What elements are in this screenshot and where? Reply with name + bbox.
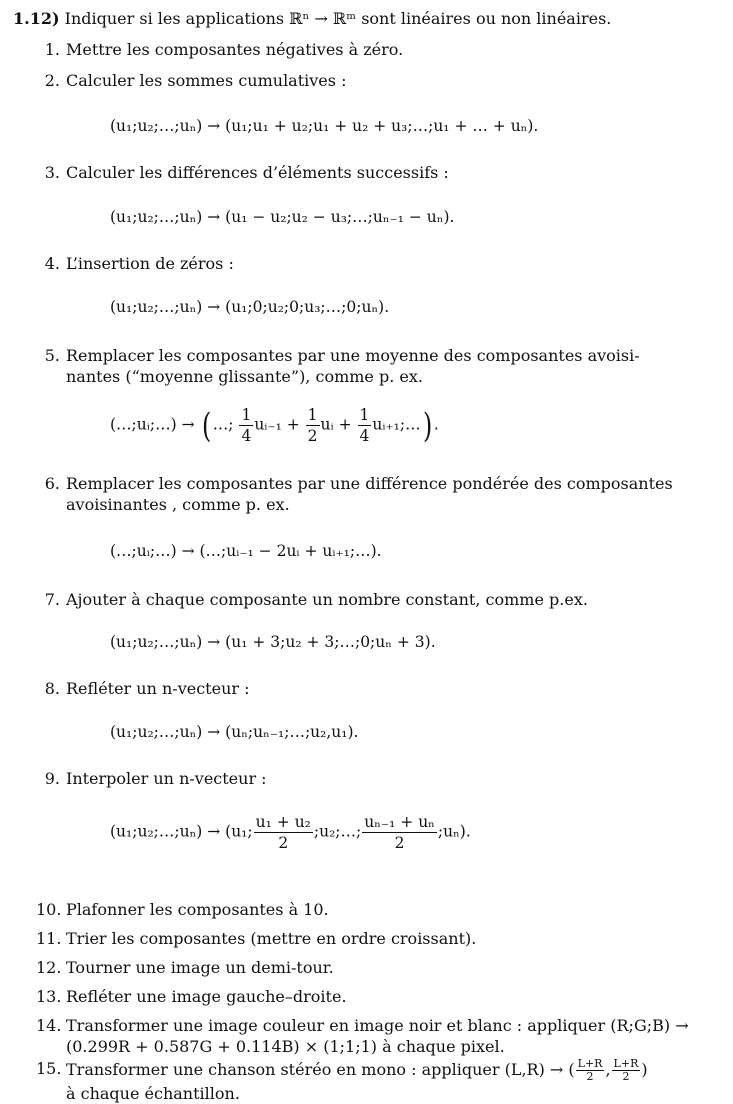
- item-number: 12.: [36, 958, 62, 977]
- formula-part: ;u₂;…;: [313, 822, 362, 841]
- formula-part: ;uₙ).: [437, 822, 471, 841]
- item-number: 5.: [44, 346, 60, 365]
- formula-part: (…;uᵢ;…) →: [110, 415, 195, 434]
- item-text: Calculer les différences d’éléments successifs :: [66, 163, 449, 182]
- fraction: [362, 812, 437, 853]
- list-item: [44, 162, 706, 183]
- item-text: Trier les composantes (mettre en ordre croissant).: [66, 929, 477, 948]
- formula-part: uᵢ₊₁;…: [372, 415, 421, 434]
- list-item: [44, 768, 706, 789]
- list-item: [36, 899, 706, 920]
- list-item: [36, 986, 706, 1007]
- list-item: [44, 39, 706, 60]
- formula-interpolate: [110, 812, 471, 853]
- fraction-denominator: 2: [278, 834, 289, 852]
- item-text: Remplacer les composantes par une moyenne des composantes avoisi-: [66, 346, 640, 365]
- item-text: Mettre les composantes négatives à zéro.: [66, 40, 404, 59]
- list-item: [44, 589, 706, 610]
- list-item: [44, 70, 706, 91]
- formula-part: (u₁;u₂;…;uₙ) → (u₁;: [110, 822, 253, 841]
- item-number: 7.: [44, 590, 60, 609]
- item-text: Transformer une image couleur en image noir et blanc : appliquer (R;G;B) →: [66, 1016, 689, 1035]
- item-number: 6.: [44, 474, 60, 493]
- formula-part: .: [433, 415, 439, 434]
- item-number: 4.: [44, 254, 60, 273]
- fraction-denominator: 2: [394, 834, 405, 852]
- item-text: Refléter un n-vecteur :: [66, 679, 250, 698]
- item-text: Interpoler un n-vecteur :: [66, 769, 267, 788]
- item-text: L’insertion de zéros :: [66, 254, 234, 273]
- fraction-numerator: 1: [359, 406, 370, 424]
- fraction-denominator: 2: [586, 1070, 594, 1083]
- left-paren: (: [201, 405, 211, 446]
- exercise-number: 1.12): [13, 9, 60, 28]
- formula: (u₁;u₂;…;uₙ) → (u₁;0;u₂;0;u₃;…;0;uₙ).: [110, 298, 390, 316]
- fraction-denominator: 2: [307, 427, 318, 445]
- formula-moving-average: [110, 405, 439, 446]
- formula: (u₁;u₂;…;uₙ) → (u₁ − u₂;u₂ − u₃;…;uₙ₋₁ − uₙ).: [110, 208, 455, 226]
- item-text: Transformer une chanson stéréo en mono : appliquer (L,R) → (: [66, 1060, 575, 1079]
- fraction-denominator: 4: [359, 427, 370, 445]
- item-text-continued: nantes (“moyenne glissante”), comme p. ex.: [66, 367, 423, 386]
- list-item: [36, 1057, 706, 1104]
- fraction-numerator: u₁ + u₂: [255, 813, 311, 831]
- fraction: [306, 405, 320, 446]
- formula-part: …;: [212, 415, 234, 434]
- fraction-numerator: 1: [307, 406, 318, 424]
- list-item: [44, 253, 706, 274]
- fraction: [358, 405, 372, 446]
- fraction: [576, 1058, 605, 1083]
- item-text: Plafonner les composantes à 10.: [66, 900, 329, 919]
- formula: (…;uᵢ;…) → (…;uᵢ₋₁ − 2uᵢ + uᵢ₊₁;…).: [110, 542, 382, 560]
- item-text: Refléter une image gauche–droite.: [66, 987, 347, 1006]
- formula: (u₁;u₂;…;uₙ) → (uₙ;uₙ₋₁;…;u₂,u₁).: [110, 723, 359, 741]
- item-number: 13.: [36, 987, 62, 1006]
- list-item: [44, 345, 706, 387]
- item-number: 14.: [36, 1016, 62, 1035]
- right-paren: ): [422, 405, 432, 446]
- item-number: 8.: [44, 679, 60, 698]
- item-text-continued: à chaque échantillon.: [66, 1084, 240, 1103]
- item-number: 9.: [44, 769, 60, 788]
- item-text: Remplacer les composantes par une différence pondérée des composantes: [66, 474, 673, 493]
- item-number: 3.: [44, 163, 60, 182]
- formula-part: uᵢ₋₁ +: [254, 415, 300, 434]
- exercise-header: [13, 8, 611, 29]
- list-item: [36, 1015, 706, 1057]
- item-text: Tourner une image un demi-tour.: [66, 958, 334, 977]
- fraction-numerator: L+R: [577, 1057, 603, 1070]
- item-text-close: ): [641, 1060, 648, 1079]
- item-text-continued: avoisinantes , comme p. ex.: [66, 495, 290, 514]
- fraction-numerator: 1: [241, 406, 252, 424]
- formula: (u₁;u₂;…;uₙ) → (u₁ + 3;u₂ + 3;…;0;uₙ + 3).: [110, 633, 436, 651]
- item-number: 15.: [36, 1059, 62, 1078]
- fraction-denominator: 4: [241, 427, 252, 445]
- list-item: [36, 957, 706, 978]
- item-text: Ajouter à chaque composante un nombre constant, comme p.ex.: [66, 590, 588, 609]
- fraction-numerator: L+R: [613, 1057, 639, 1070]
- item-text-separator: ,: [605, 1060, 611, 1079]
- formula-part: uᵢ +: [320, 415, 352, 434]
- item-text: Calculer les sommes cumulatives :: [66, 71, 347, 90]
- item-number: 11.: [36, 929, 62, 948]
- fraction-numerator: uₙ₋₁ + uₙ: [364, 813, 435, 831]
- item-text-continued: (0.299R + 0.587G + 0.114B) × (1;1;1) à chaque pixel.: [66, 1037, 505, 1056]
- item-number: 2.: [44, 71, 60, 90]
- list-item: [44, 678, 706, 699]
- item-number: 1.: [44, 40, 60, 59]
- fraction-denominator: 2: [622, 1070, 630, 1083]
- fraction: [254, 812, 313, 853]
- item-number: 10.: [36, 900, 62, 919]
- exercise-statement: Indiquer si les applications ℝⁿ → ℝᵐ sont linéaires ou non linéaires.: [64, 9, 612, 28]
- list-item: [36, 928, 706, 949]
- list-item: [44, 473, 706, 515]
- fraction: [612, 1058, 641, 1083]
- formula: (u₁;u₂;…;uₙ) → (u₁;u₁ + u₂;u₁ + u₂ + u₃;…;u₁ + … + uₙ).: [110, 117, 539, 135]
- fraction: [239, 405, 253, 446]
